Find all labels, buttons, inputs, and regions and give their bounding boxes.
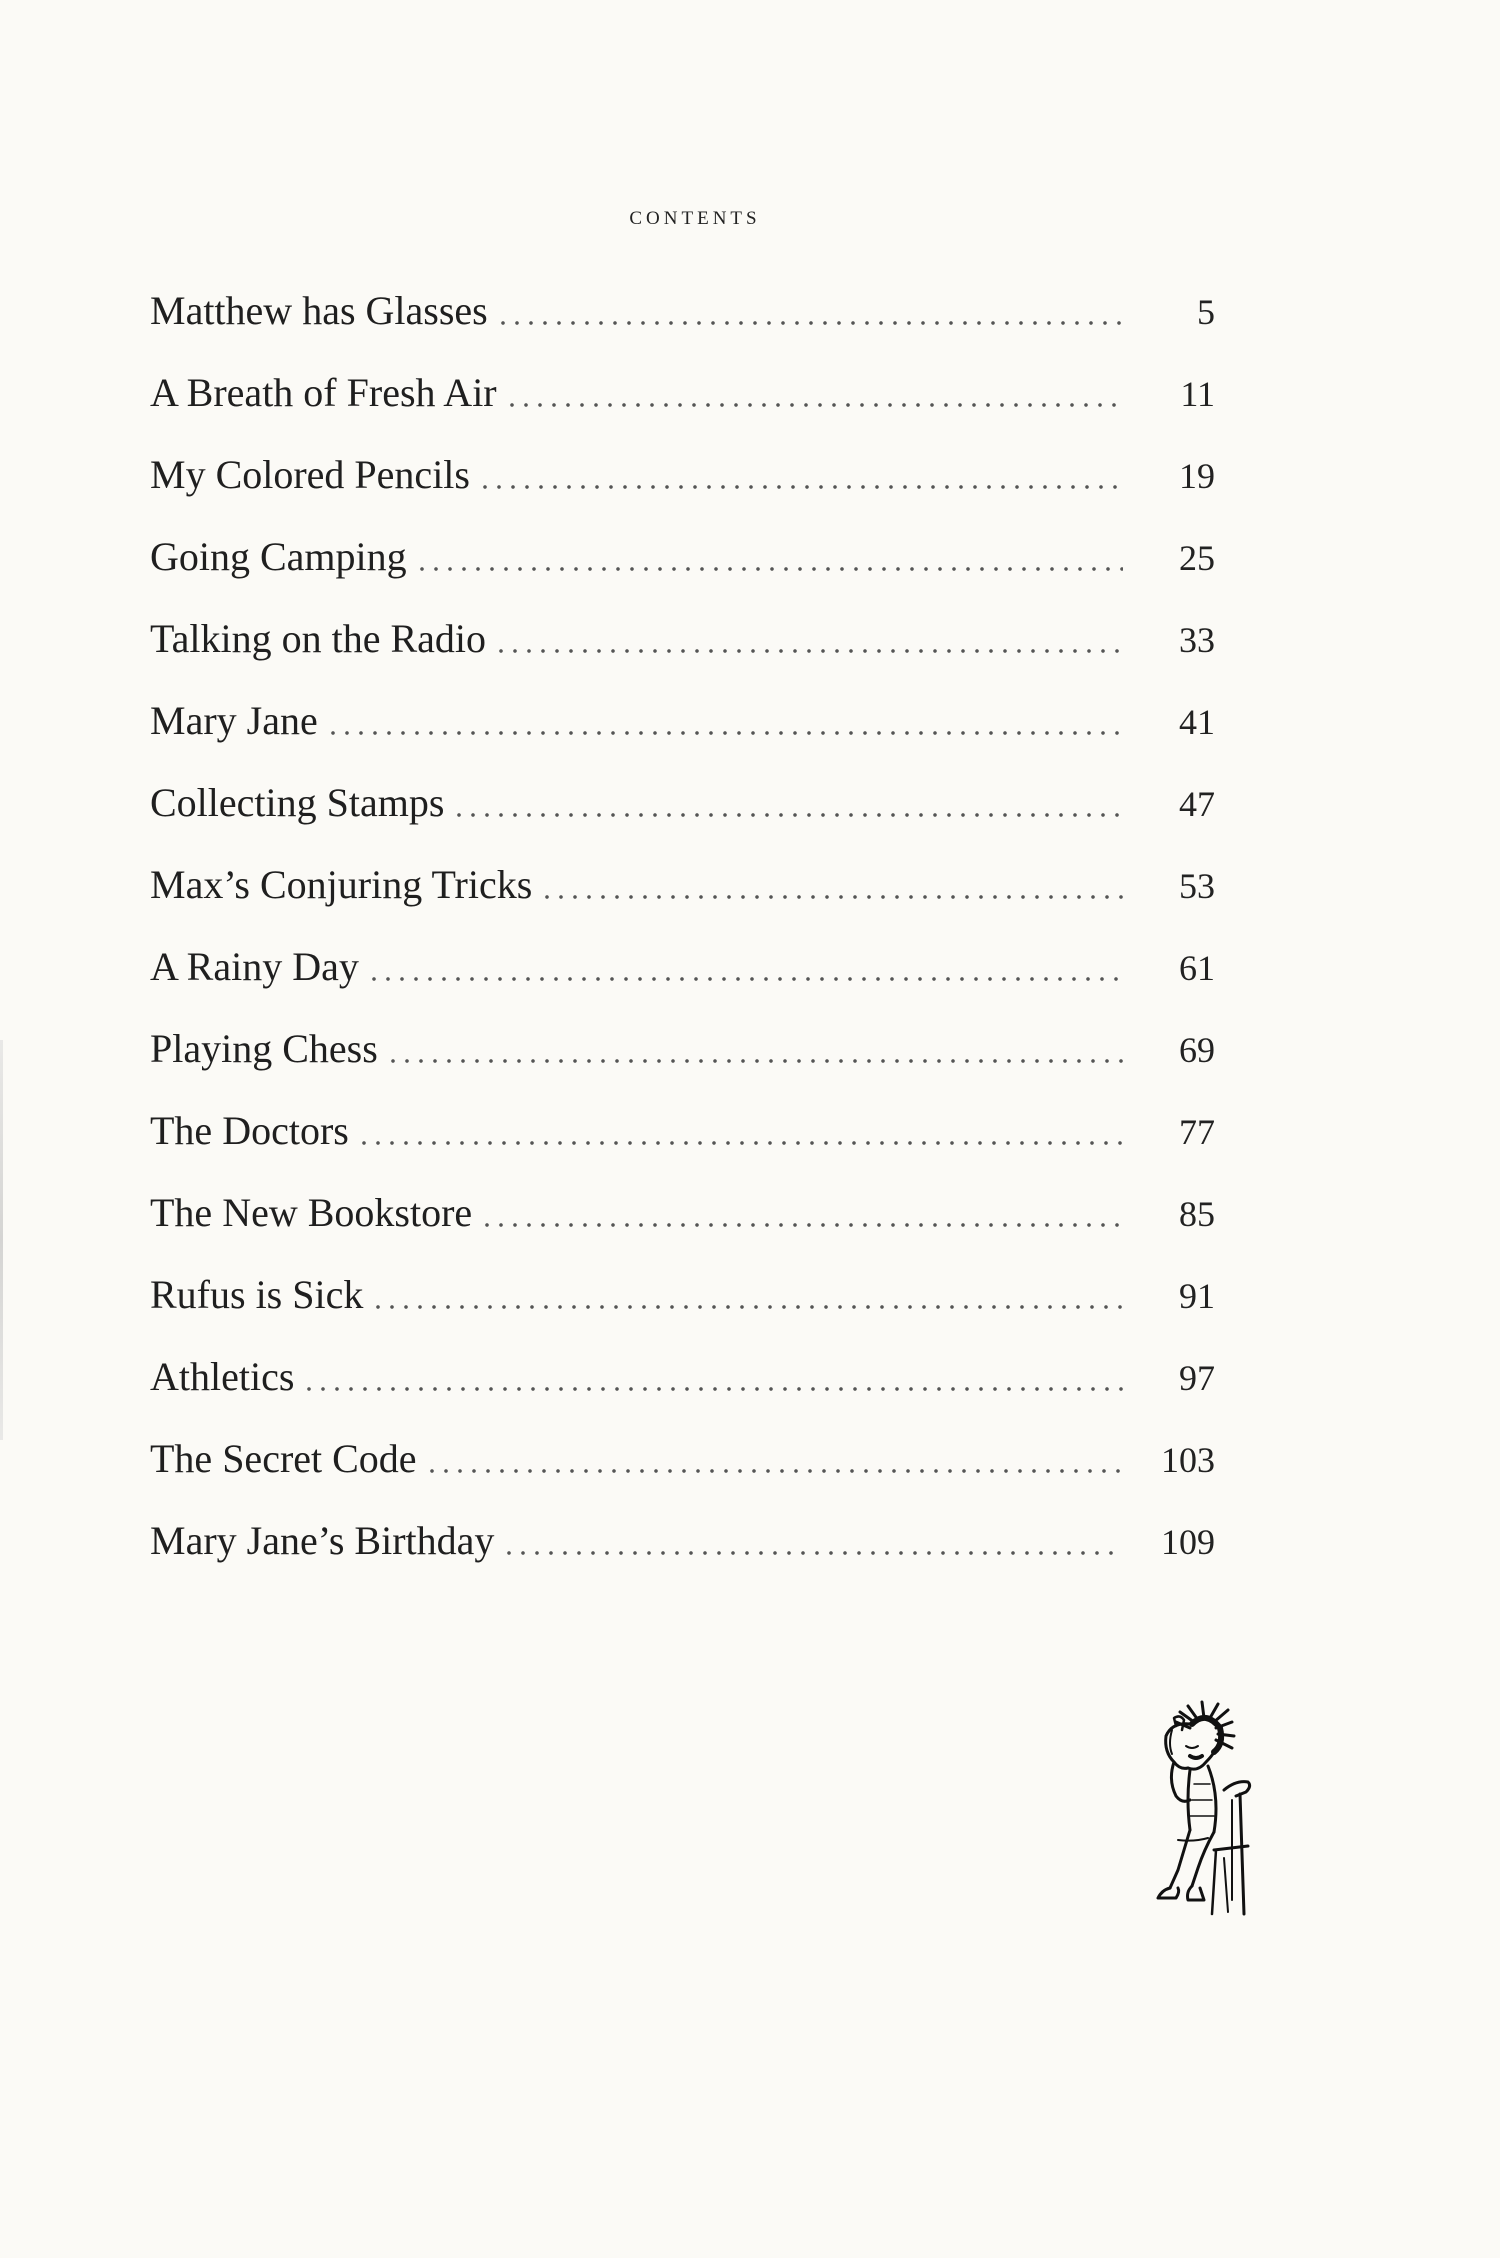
toc-entry-page: 91: [1179, 1276, 1215, 1316]
toc-entry[interactable]: [150, 926, 1215, 1008]
toc-entry-title: Mary Jane: [150, 698, 318, 743]
toc-entry-title: Max’s Conjuring Tricks: [150, 862, 533, 907]
toc-entry[interactable]: [150, 762, 1215, 844]
toc-entry[interactable]: [150, 844, 1215, 926]
toc-entry[interactable]: [150, 1008, 1215, 1090]
toc-entry-page: 53: [1179, 866, 1215, 906]
toc-entry-page: 33: [1179, 620, 1215, 660]
toc-entry[interactable]: [150, 1500, 1215, 1582]
toc-entry-page: 97: [1179, 1358, 1215, 1398]
toc-entry-page: 11: [1180, 374, 1215, 414]
toc-entry-title: Rufus is Sick: [150, 1272, 364, 1317]
toc-entry-page: 61: [1179, 948, 1215, 988]
toc-entry-page: 109: [1161, 1522, 1215, 1562]
dot-leader: [415, 567, 1123, 571]
dot-leader: [478, 485, 1123, 489]
toc-entry-page: 77: [1179, 1112, 1215, 1152]
toc-entry-page: 103: [1161, 1440, 1215, 1480]
dot-leader: [494, 649, 1123, 653]
toc-entry-page: 25: [1179, 538, 1215, 578]
toc-entry-title: Mary Jane’s Birthday: [150, 1518, 495, 1563]
toc-entry[interactable]: [150, 516, 1215, 598]
toc-entry-title: Matthew has Glasses: [150, 288, 488, 333]
toc-entry-title: My Colored Pencils: [150, 452, 470, 497]
toc-entry-title: Playing Chess: [150, 1026, 378, 1071]
toc-entry-title: The Doctors: [150, 1108, 349, 1153]
dot-leader: [367, 977, 1123, 981]
dot-leader: [386, 1059, 1123, 1063]
toc-entry-title: Going Camping: [150, 534, 407, 579]
toc-entry[interactable]: [150, 680, 1215, 762]
toc-entry[interactable]: [150, 1172, 1215, 1254]
toc-entry[interactable]: [150, 598, 1215, 680]
toc-entry-title: Athletics: [150, 1354, 295, 1399]
toc-entry-page: 41: [1179, 702, 1215, 742]
dot-leader: [480, 1223, 1123, 1227]
dot-leader: [452, 813, 1123, 817]
toc-entry[interactable]: [150, 1090, 1215, 1172]
dot-leader: [371, 1305, 1123, 1309]
dot-leader: [505, 403, 1123, 407]
toc-entry-page: 47: [1179, 784, 1215, 824]
boy-sitting-on-chair-drawing-icon: [1128, 1700, 1278, 1920]
toc-entry[interactable]: [150, 1336, 1215, 1418]
dot-leader: [357, 1141, 1123, 1145]
toc-entry-title: The Secret Code: [150, 1436, 417, 1481]
dot-leader: [425, 1469, 1123, 1473]
contents-heading: contents: [629, 200, 761, 230]
toc-entry-title: A Rainy Day: [150, 944, 359, 989]
toc-entry[interactable]: [150, 1254, 1215, 1336]
toc-entry[interactable]: [150, 352, 1215, 434]
toc-entry-page: 5: [1197, 292, 1215, 332]
dot-leader: [540, 895, 1123, 899]
table-of-contents: [150, 270, 1215, 1582]
toc-entry-title: A Breath of Fresh Air: [150, 370, 497, 415]
dot-leader: [496, 321, 1123, 325]
toc-entry-page: 85: [1179, 1194, 1215, 1234]
toc-entry[interactable]: [150, 434, 1215, 516]
toc-entry[interactable]: [150, 1418, 1215, 1500]
toc-entry[interactable]: [150, 270, 1215, 352]
toc-entry-page: 19: [1179, 456, 1215, 496]
toc-entry-page: 69: [1179, 1030, 1215, 1070]
dot-leader: [302, 1387, 1123, 1391]
toc-entry-title: The New Bookstore: [150, 1190, 473, 1235]
toc-entry-title: Talking on the Radio: [150, 616, 487, 661]
toc-entry-title: Collecting Stamps: [150, 780, 445, 825]
page-edge: [0, 1040, 3, 1440]
dot-leader: [502, 1551, 1123, 1555]
dot-leader: [326, 731, 1123, 735]
